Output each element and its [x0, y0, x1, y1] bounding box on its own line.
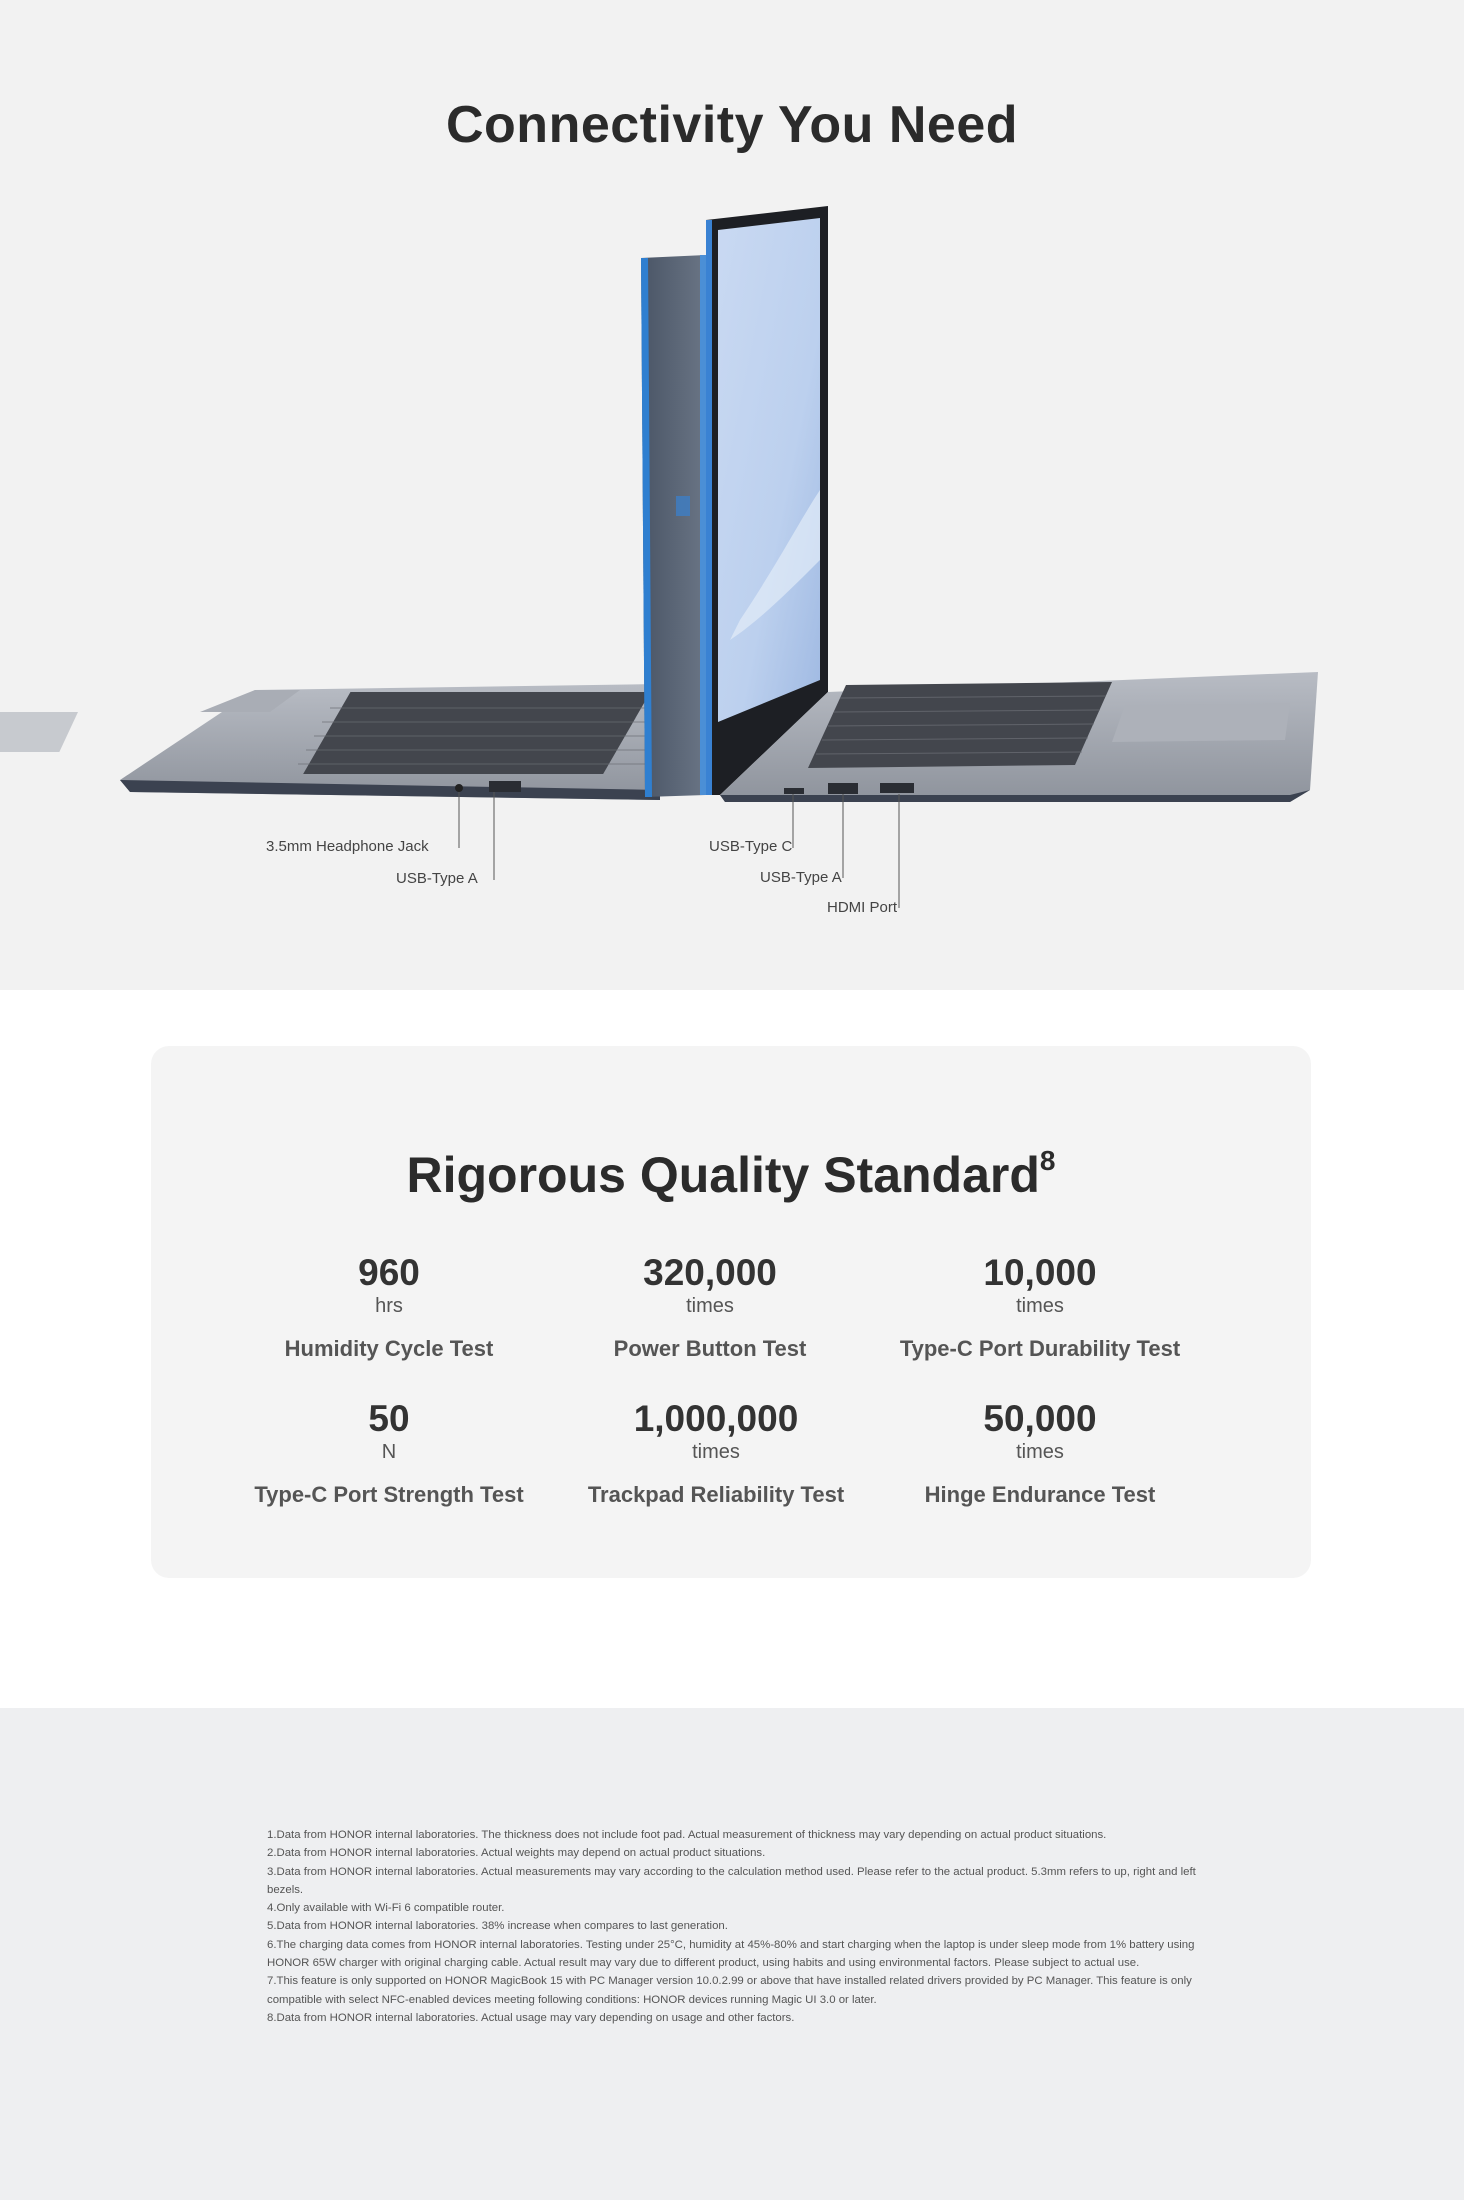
right-laptop-lid	[706, 206, 828, 795]
footnote: 4.Only available with Wi-Fi 6 compatible router.	[267, 1902, 505, 1915]
connectivity-section	[0, 0, 1464, 990]
quality-title-footnote: 8	[1039, 1145, 1056, 1177]
footnote: 7.This feature is only supported on HONOR MagicBook 15 with PC Manager version 10.0.2.99 or above that have installed related drivers provided by PC Manager. This feature is only compatible with select NFC-enabled devices meeting following conditions: HONOR devices running Magic UI 3.0 or later.	[267, 1975, 1192, 2006]
stat-humidity	[224, 1252, 554, 1362]
port-label-headphone: 3.5mm Headphone Jack	[266, 838, 429, 855]
stat-label: Trackpad Reliability Test	[587, 1482, 845, 1507]
footnote: 2.Data from HONOR internal laboratories. Actual weights may depend on actual product situations.	[267, 1847, 766, 1860]
stat-unit: times	[692, 1441, 740, 1463]
port-label-usb-c: USB-Type C	[709, 838, 793, 855]
stat-value: 320,000	[643, 1252, 777, 1293]
quality-title	[151, 1146, 1311, 1204]
stat-value: 50,000	[983, 1398, 1097, 1439]
footnote: 3.Data from HONOR internal laboratories. Actual measurements may vary according to the calculation method used. Please refer to the actual product. 5.3mm refers to up, right and left bezels.	[267, 1865, 1196, 1896]
footnote: 8.Data from HONOR internal laboratories. Actual usage may vary depending on usage and other factors.	[267, 2011, 795, 2024]
stat-label: Type-C Port Durability Test	[899, 1336, 1181, 1361]
stat-power-button	[545, 1252, 875, 1362]
stat-typec-durability	[875, 1252, 1205, 1362]
stat-label: Humidity Cycle Test	[284, 1336, 494, 1361]
stat-trackpad	[551, 1398, 881, 1508]
footnotes-section	[0, 1708, 1464, 2200]
stat-unit: times	[1016, 1295, 1064, 1317]
footnotes	[267, 1826, 1207, 2027]
stat-unit: times	[1016, 1441, 1064, 1463]
footnote: 5.Data from HONOR internal laboratories. 38% increase when compares to last generation.	[267, 1920, 728, 1933]
stat-label: Type-C Port Strength Test	[254, 1482, 524, 1507]
port-label-usb-a-left: USB-Type A	[396, 870, 478, 887]
stat-value: 50	[368, 1398, 410, 1439]
stat-unit: hrs	[375, 1295, 403, 1317]
port-label-hdmi: HDMI Port	[827, 899, 898, 916]
footnote: 1.Data from HONOR internal laboratories. The thickness does not include foot pad. Actual measurement of thickness may vary depending on actual product situations.	[267, 1829, 1107, 1841]
quality-title-text: Rigorous Quality Standard	[406, 1147, 1040, 1203]
callout-lines	[459, 792, 899, 908]
stat-value: 960	[358, 1252, 420, 1293]
port-label-usb-a-right: USB-Type A	[760, 869, 842, 886]
footnote: 6.The charging data comes from HONOR internal laboratories. Testing under 25°C, humidity at 45%-80% and start charging when the laptop is under sleep mode from 1% battery using HONOR 65W charger with original charging cable. Actual result may vary due to different product, using habits and using environmental factors. Please subject to actual use.	[267, 1938, 1195, 1970]
stat-label: Power Button Test	[613, 1336, 807, 1361]
quality-card	[151, 1046, 1311, 1578]
stat-unit: times	[686, 1295, 734, 1317]
left-laptop	[0, 684, 660, 800]
stat-typec-strength	[224, 1398, 554, 1508]
stat-label: Hinge Endurance Test	[924, 1482, 1156, 1507]
stat-hinge	[875, 1398, 1205, 1508]
stat-value: 1,000,000	[633, 1398, 799, 1439]
connectivity-title: Connectivity You Need	[445, 96, 1018, 154]
left-laptop-lid	[641, 255, 706, 797]
stat-value: 10,000	[983, 1252, 1097, 1293]
stat-unit: N	[381, 1441, 397, 1463]
